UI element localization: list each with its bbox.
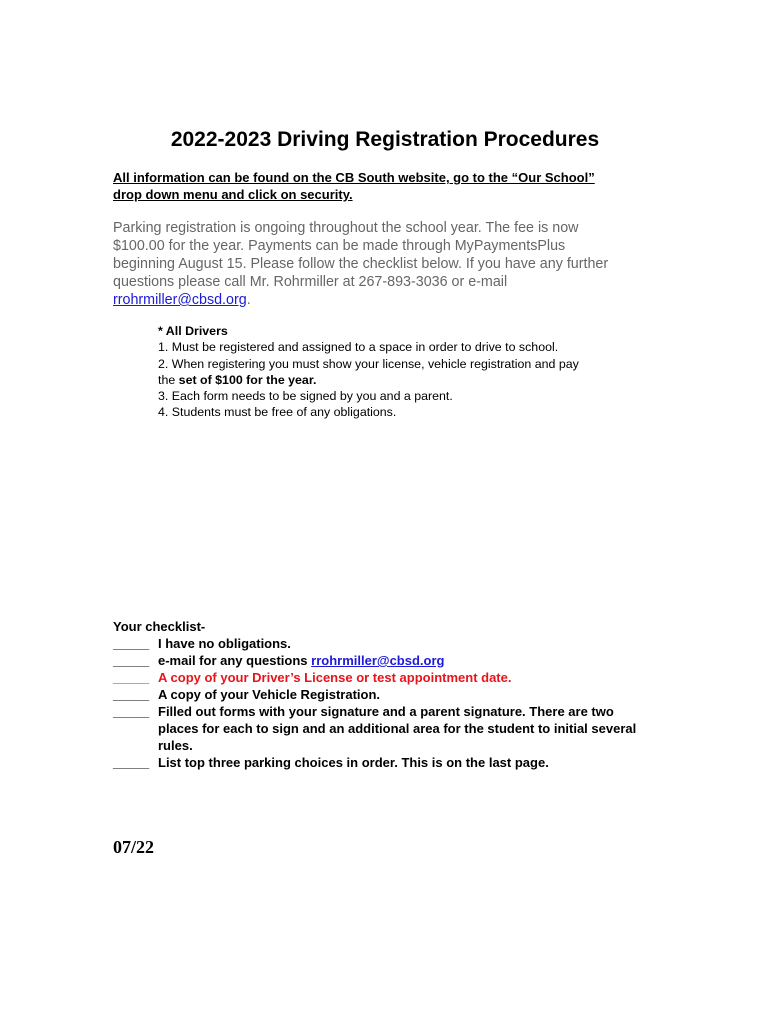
paragraph-line-5 [113, 291, 653, 309]
registration-paragraph [113, 219, 653, 309]
checklist-item [113, 754, 653, 771]
checklist-blank: _____ [113, 670, 150, 685]
drivers-item-2-prefix: the [158, 372, 179, 387]
checklist-item [113, 703, 653, 754]
checklist-blank: _____ [113, 687, 150, 702]
intro-note [113, 169, 653, 203]
checklist-section [113, 618, 653, 771]
checklist-item-text: List top three parking choices in order. This is on the last page. [158, 755, 549, 770]
email-link[interactable]: rrohrmiller@cbsd.org [113, 292, 247, 308]
drivers-item-2-line-1: 2. When registering you must show your license, vehicle registration and pay [158, 356, 579, 371]
intro-line-1: All information can be found on the CB South website, go to the “Our School” [113, 170, 595, 185]
checklist-item-text: I have no obligations. [158, 636, 291, 651]
drivers-item-2-bold: set of $100 for the year. [178, 372, 317, 387]
checklist-blank: _____ [113, 653, 150, 668]
revision-date: 07/22 [113, 837, 155, 857]
checklist-email-prefix: e-mail for any questions [158, 653, 312, 668]
checklist-item-text: Filled out forms with your signature and a parent signature. There are two places for each to sign and an additional area for the student to initial several rules. [158, 704, 637, 753]
paragraph-line-2: $100.00 for the year. Payments can be made through MyPaymentsPlus [113, 238, 566, 254]
all-drivers-section [158, 323, 648, 421]
checklist-item [113, 635, 653, 652]
drivers-item-2-line-2 [158, 372, 648, 388]
email-suffix: . [246, 292, 251, 308]
checklist-item-text: A copy of your Vehicle Registration. [158, 687, 381, 702]
drivers-item-3: 3. Each form needs to be signed by you and a parent. [158, 389, 453, 404]
checklist-item [113, 686, 653, 703]
checklist-item-text: A copy of your Driver’s License or test appointment date. [158, 670, 512, 685]
paragraph-line-3: beginning August 15. Please follow the checklist below. If you have any further [113, 256, 609, 272]
checklist-email-link[interactable]: rrohrmiller@cbsd.org [311, 653, 445, 668]
checklist-item [113, 669, 653, 686]
page-title: 2022-2023 Driving Registration Procedures [170, 128, 600, 151]
checklist-item-text [158, 652, 648, 669]
paragraph-line-1: Parking registration is ongoing throughout the school year. The fee is now [113, 220, 579, 236]
paragraph-line-4: questions please call Mr. Rohrmiller at 267-893-3036 or e-mail [113, 274, 508, 290]
drivers-heading: * All Drivers [158, 324, 228, 338]
checklist-blank: _____ [113, 636, 150, 651]
checklist-blank: _____ [113, 704, 150, 719]
drivers-item-4: 4. Students must be free of any obligations. [158, 405, 397, 420]
checklist-item [113, 652, 653, 669]
checklist-heading: Your checklist- [113, 619, 206, 634]
checklist-blank: _____ [113, 755, 150, 770]
drivers-item-1: 1. Must be registered and assigned to a space in order to drive to school. [158, 340, 559, 355]
intro-line-2: drop down menu and click on security. [113, 187, 353, 202]
